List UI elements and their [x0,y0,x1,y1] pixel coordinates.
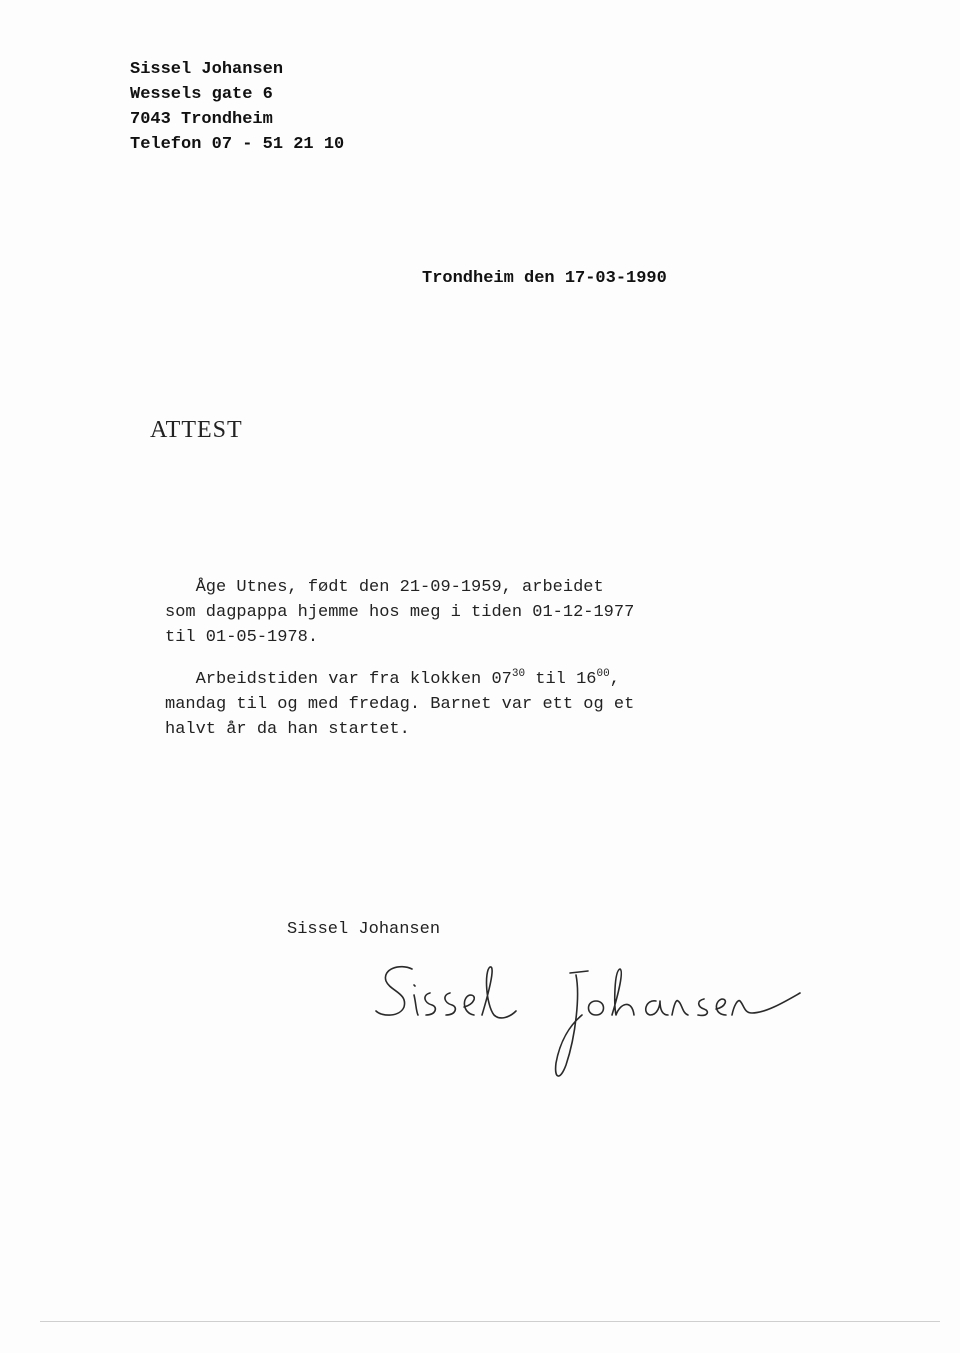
start-minutes-superscript: 30 [511,668,526,680]
sender-name: Sissel Johansen [130,60,284,79]
signer-typed-name: Sissel Johansen [287,920,441,939]
paragraph-1-line-2: som dagpappa hjemme hos meg i tiden 01-12-1977 [165,603,635,622]
paragraph-1-line-1: Åge Utnes, født den 21-09-1959, arbeidet [165,578,604,597]
paragraph-1-line-3: til 01-05-1978. [165,628,319,647]
working-hours-mid: til 16 [525,670,597,689]
sender-phone: Telefon 07 - 51 21 10 [130,135,345,154]
place-date-line: Trondheim den 17-03-1990 [422,269,667,288]
sender-city: 7043 Trondheim [130,110,273,129]
page-bottom-rule [40,1321,940,1322]
working-hours-prefix: Arbeidstiden var fra klokken 07 [165,670,512,689]
handwritten-signature [370,955,830,1095]
paragraph-2-line-1 [165,667,725,692]
paragraph-2-line-3: halvt år da han startet. [165,720,410,739]
sender-address-block [130,57,344,157]
end-minutes-superscript: 00 [596,668,610,680]
working-hours-suffix: , [609,670,620,689]
paragraph-2 [165,667,725,742]
paragraph-1 [165,575,725,650]
document-heading: ATTEST [150,417,243,443]
paragraph-2-line-2: mandag til og med fredag. Barnet var ett og et [165,695,635,714]
sender-street: Wessels gate 6 [130,85,273,104]
